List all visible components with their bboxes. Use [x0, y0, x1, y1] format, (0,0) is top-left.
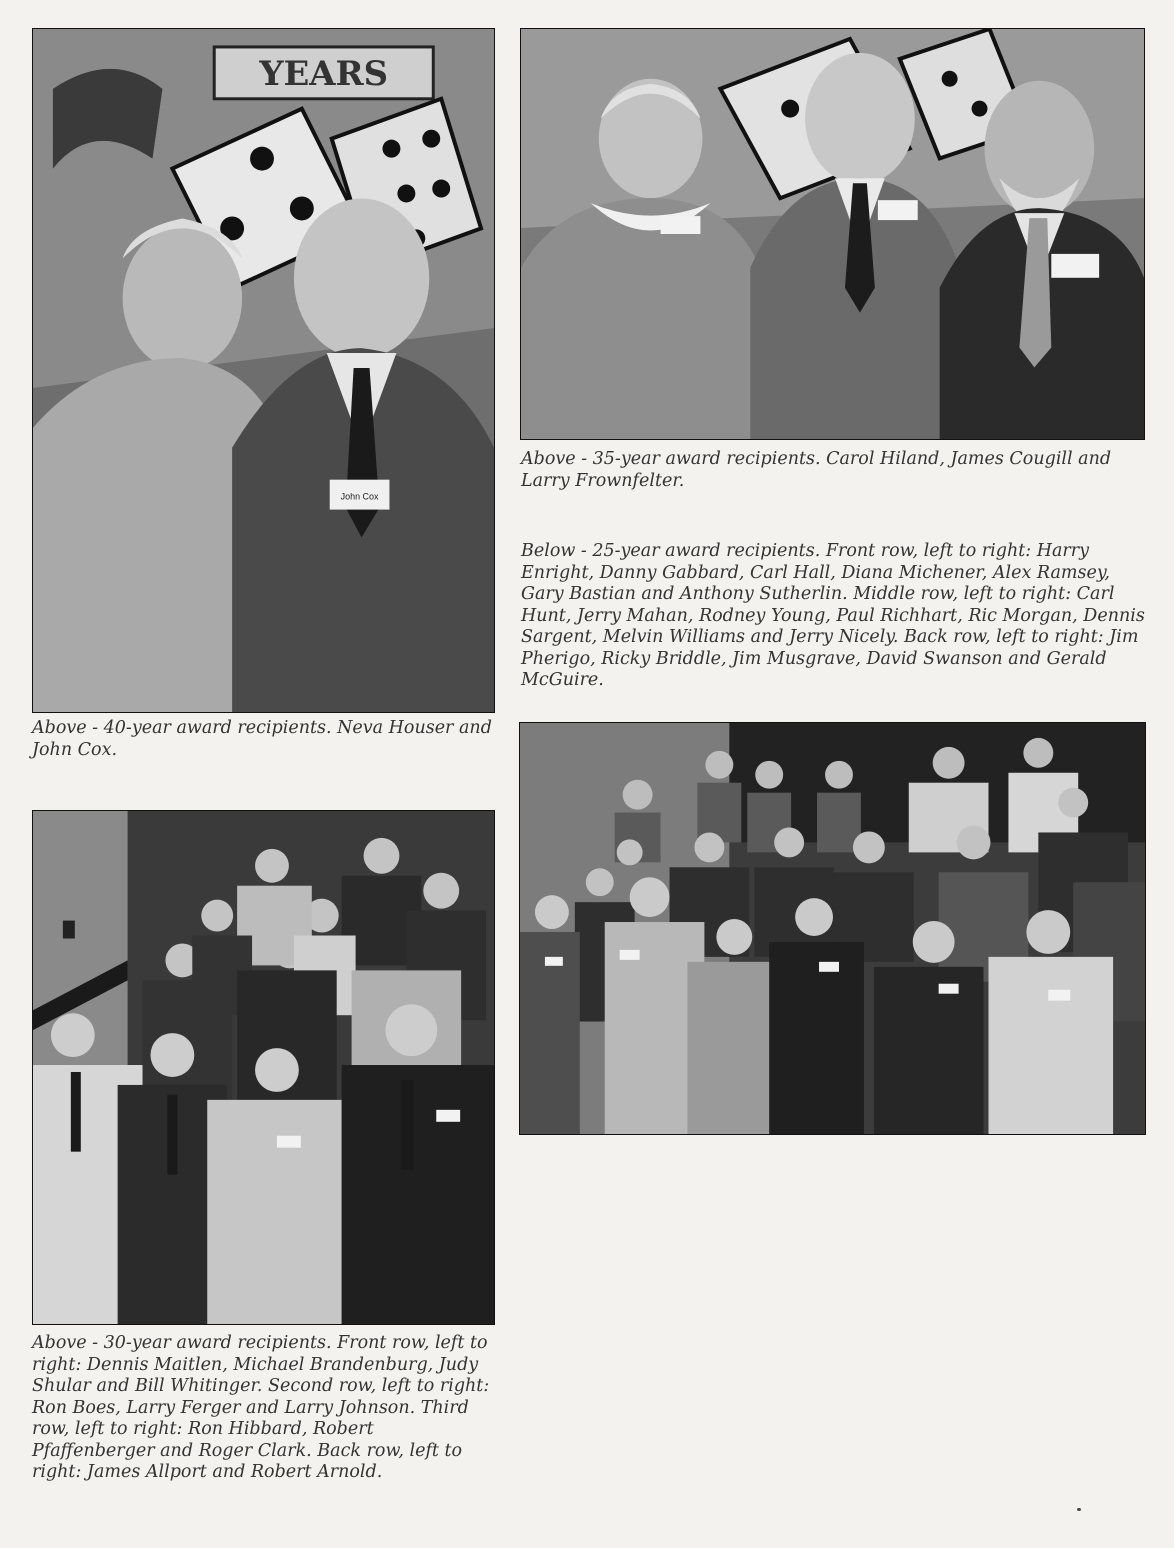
photo-40-year-recipients	[32, 28, 495, 713]
name-tag-john-cox: John Cox	[340, 491, 379, 502]
photo-25-year-recipients	[519, 722, 1146, 1135]
caption-40-year: Above - 40-year award recipients. Neva Houser and John Cox.	[32, 718, 492, 760]
caption-25-year: Below - 25-year award recipients. Front row, left to right: Harry Enright, Danny Gabbard, Carl Hall, Diana Michener, Alex Ramsey, Gary Bastian and Anthony Sutherlin. Middle row, left to right: Carl Hunt, Jerry Mahan, Rodney Young, Paul Richhart, Ric Morgan, Dennis Sargent, Melvin Williams and Jerry Nicely. Back row, left to right: Jim Pherigo, Ricky Briddle, Jim Musgrave, David Swanson and Gerald McGuire.	[521, 541, 1145, 690]
caption-30-year: Above - 30-year award recipients. Front row, left to right: Dennis Maitlen, Michael Brandenburg, Judy Shular and Bill Whitinger. Second row, left to right: Ron Boes, Larry Ferger and Larry Johnson. Third row, left to right: Ron Hibbard, Robert Pfaffenberger and Roger Clark. Back row, left to right: James Allport and Robert Arnold.	[32, 1333, 490, 1482]
print-speck	[1077, 1508, 1081, 1511]
caption-35-year: Above - 35-year award recipients. Carol Hiland, James Cougill and Larry Frownfelter.	[521, 449, 1112, 491]
photo-30-year-recipients	[32, 810, 495, 1325]
photo-35-year-recipients	[520, 28, 1145, 440]
years-banner-text: YEARS	[259, 52, 389, 93]
